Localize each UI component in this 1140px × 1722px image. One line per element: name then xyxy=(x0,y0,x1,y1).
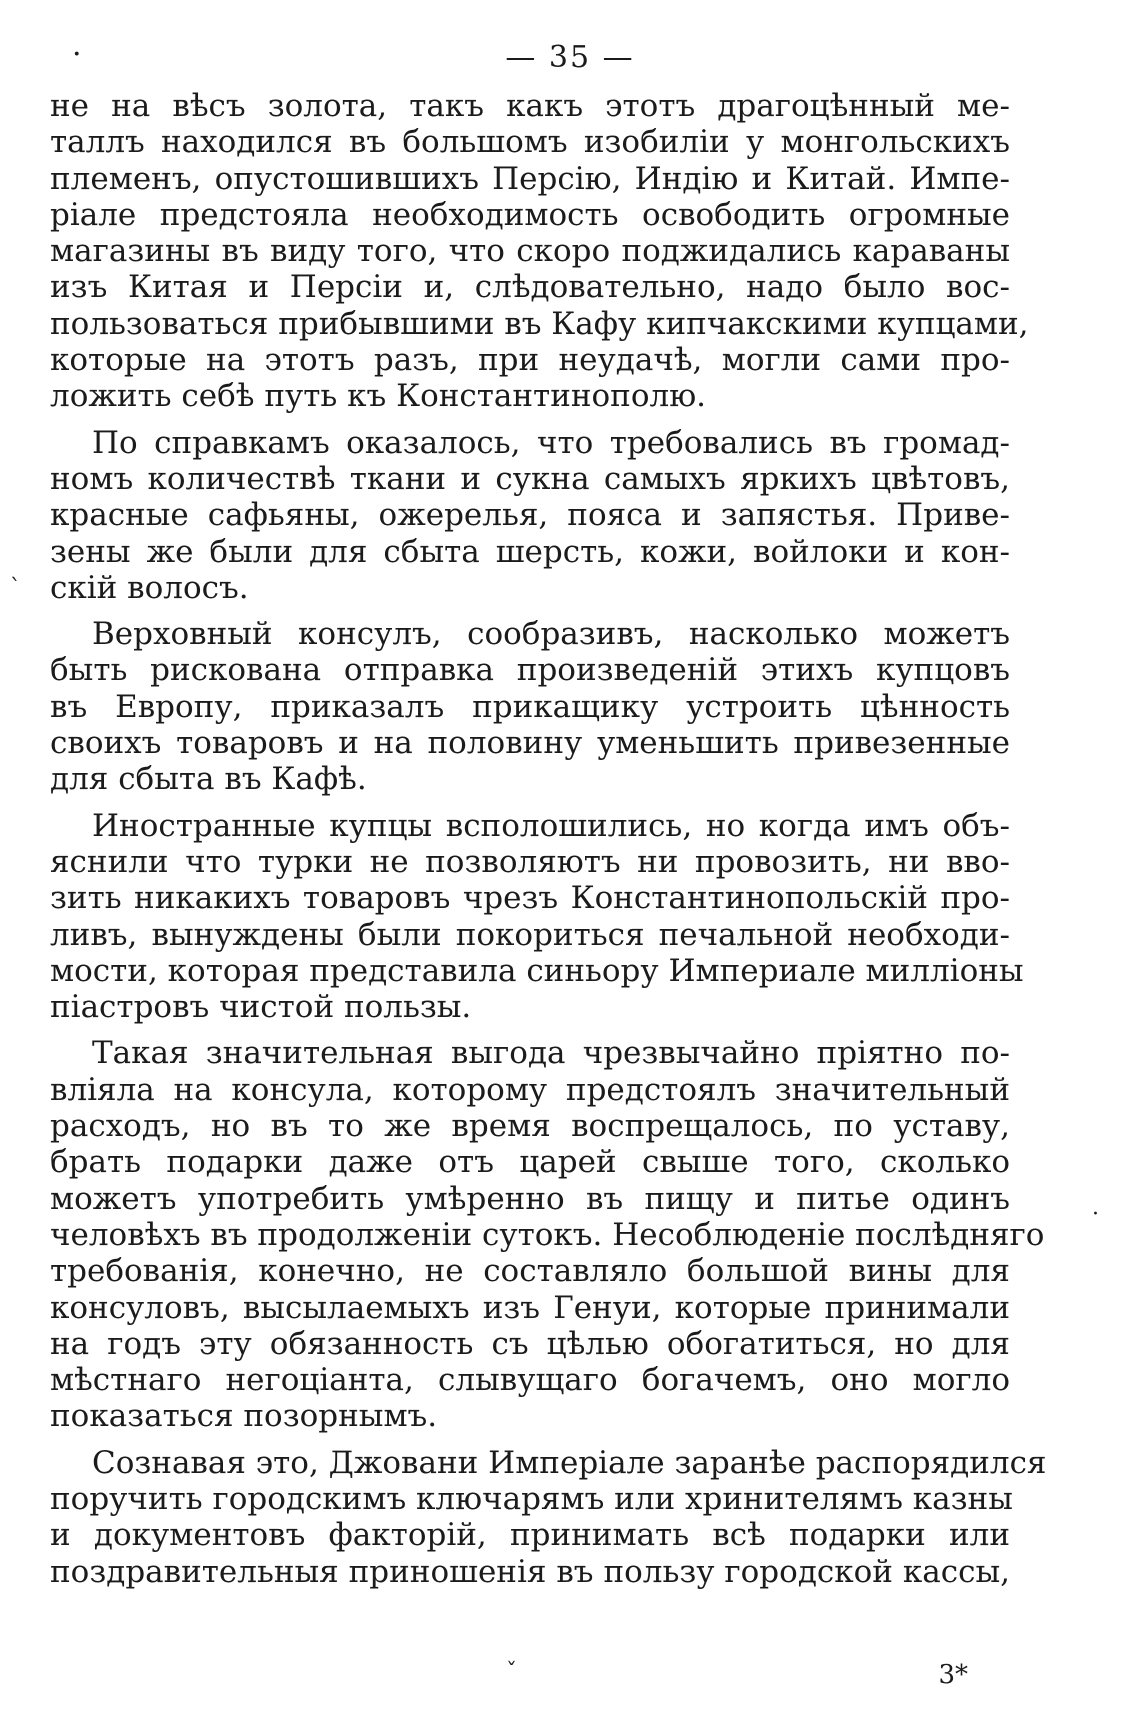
text-line: По справкамъ оказалось, что требовались въ громад- xyxy=(92,424,1010,461)
speck-mark: · xyxy=(1092,1202,1099,1227)
text-line: зить никакихъ товаровъ чрезъ Константинопольскій про- xyxy=(50,880,1010,917)
text-line: пользоваться прибывшими въ Кафу кипчакскими купцами, xyxy=(50,305,1029,342)
text-line: которые на этотъ разъ, при неудачѣ, могли сами про- xyxy=(50,342,1010,379)
text-line: своихъ товаровъ и на половину уменьшить привезенные xyxy=(50,725,1010,762)
paragraph-gap xyxy=(50,606,1010,616)
text-line: Такая значительная выгода чрезвычайно пріятно по- xyxy=(92,1035,1010,1072)
text-line: таллъ находился въ большомъ изобиліи у монгольскихъ xyxy=(50,124,1010,161)
text-line: изъ Китая и Персіи и, слѣдовательно, надо было вос- xyxy=(50,269,1010,306)
text-line: зены же были для сбыта шерсть, кожи, войлоки и кон- xyxy=(50,533,1010,570)
text-line: Иностранные купцы всполошились, но когда имъ объ- xyxy=(92,807,1010,844)
text-line: показаться позорнымъ. xyxy=(50,1398,438,1435)
paragraph-gap xyxy=(50,1435,1010,1445)
text-line: для сбыта въ Кафѣ. xyxy=(50,761,367,798)
text-line: не на вѣсъ золота, такъ какъ этотъ драгоцѣнный ме- xyxy=(50,88,1010,124)
text-line: красные сафьяны, ожерелья, пояса и запястья. Приве- xyxy=(50,497,1010,534)
paragraph xyxy=(50,88,1029,415)
paragraph-gap xyxy=(50,798,1010,808)
text-line: магазины въ виду того, что скоро поджидались караваны xyxy=(50,233,1010,270)
text-line: мости, которая представила синьору Империале милліоны xyxy=(50,952,1024,989)
text-line: яснили что турки не позволяютъ ни провозить, ни вво- xyxy=(50,843,1010,880)
paragraph xyxy=(50,425,1010,606)
text-line: человѣхъ въ продолженіи сутокъ. Несоблюденіе послѣдняго xyxy=(50,1216,1045,1253)
text-line: на годъ эту обязанность съ цѣлью обогатиться, но для xyxy=(50,1325,1010,1362)
text-line: номъ количествѣ ткани и сукна самыхъ яркихъ цвѣтовъ, xyxy=(50,460,1010,497)
text-line: быть рискована отправка произведеній этихъ купцовъ xyxy=(50,652,1010,689)
text-line: расходъ, но въ то же время воспрещалось, по уставу, xyxy=(50,1108,1010,1145)
text-line: мѣстнаго негоціанта, слывущаго богачемъ, оно могло xyxy=(50,1362,1010,1399)
text-line: піастровъ чистой пользы. xyxy=(50,989,472,1026)
text-line: ріале предстояла необходимость освободить огромные xyxy=(50,196,1010,233)
text-line: Верховный консулъ, сообразивъ, насколько можетъ xyxy=(92,616,1010,653)
text-line: брать подарки даже отъ царей свыше того, сколько xyxy=(50,1144,1010,1181)
paragraph xyxy=(50,616,1010,797)
text-line: поручить городскимъ ключарямъ или хринителямъ казны xyxy=(50,1480,1013,1517)
text-line: ложить себѣ путь къ Константинополю. xyxy=(50,378,707,415)
text-line: консуловъ, высылаемыхъ изъ Генуи, которые принимали xyxy=(50,1289,1010,1326)
paragraph xyxy=(50,1035,1045,1435)
text-line: Сознавая это, Джовани Имперіале заранѣе распорядился xyxy=(92,1444,1047,1481)
text-line: поздравительныя приношенія въ пользу городской кассы, xyxy=(50,1553,1010,1590)
text-line: можетъ употребить умѣренно въ пищу и питье одинъ xyxy=(50,1180,1010,1217)
speck-mark: ˇ xyxy=(506,1660,517,1685)
paragraph-gap xyxy=(50,415,1010,425)
speck-mark: · xyxy=(72,37,82,72)
text-line: ливъ, вынуждены были покориться печальной необходи- xyxy=(50,916,1010,953)
paragraph xyxy=(50,1444,1047,1590)
page-number: — 35 — xyxy=(505,40,635,75)
text-line: вліяла на консула, которому предстоялъ значительный xyxy=(50,1071,1010,1108)
speck-mark: ` xyxy=(10,576,21,601)
text-line: племенъ, опустошившихъ Персію, Индію и Китай. Импе- xyxy=(50,160,1010,197)
page-body xyxy=(50,88,1047,1590)
signature-mark: 3* xyxy=(938,1660,968,1690)
paragraph xyxy=(50,807,1024,1026)
text-line: въ Европу, приказалъ прикащику устроить цѣнность xyxy=(50,688,1010,725)
text-line: скій волосъ. xyxy=(50,569,249,606)
text-line: и документовъ факторій, принимать всѣ подарки или xyxy=(50,1517,1010,1554)
paragraph-gap xyxy=(50,1025,1010,1035)
text-line: требованія, конечно, не составляло большой вины для xyxy=(50,1253,1010,1290)
